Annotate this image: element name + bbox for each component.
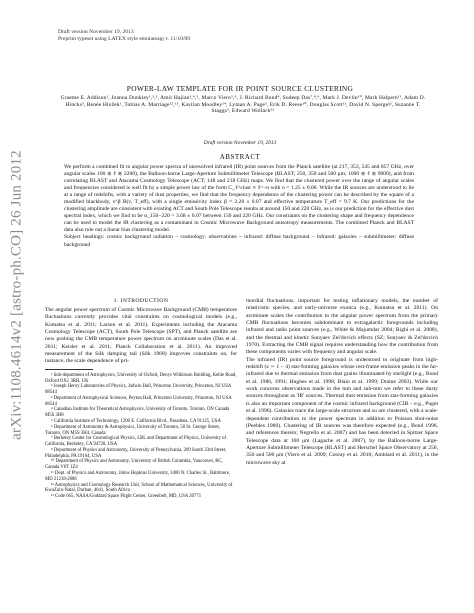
footnote: ⁵ California Institute of Technology, 1200 E. California Blvd., Pasadena, CA 91125, USA bbox=[51, 419, 221, 424]
introduction-left-text: The angular power spectrum of Cosmic Microwave Background (CMB) temperature fluctuations currently provides vital constraints on cosmological models (e.g., Komatsu et al. 2011; Larson et al. 2011). Experiments including the Atacama Cosmology Telescope (ACT), South Pole Telescope (SPT), and Planck satellite are now probing the CMB temperature power spectrum on arcminute scales (Das et al. 2011; Keisler et al. 2011; Planck Collaboration et al. 2011). An improved measurement of the Silk damping tail (Silk 1968) improves constraints on, for instance, the scale dependence of pri- bbox=[45, 307, 237, 365]
footnote: ⁴ Canadian Institute for Theoretical Astrophysics, University of Toronto, Toronto, ON Canada M5S 3H8 bbox=[45, 407, 230, 419]
author-list: Graeme E. Addison¹, Joanna Dunkley¹,²,³, Amir Hajian³,⁴,⁵, Marco Viero⁵,⁶, J. Richard Bond⁴, Sudeep Das⁷,⁸,⁹, Mark J. Devlin¹⁰, Mark Halpern¹¹, Adam D. Hincks³, Renée Hložek¹, Tobias A. Marriage¹²,¹³, Kavilan Moodley¹⁴, Lyman A. Page³, Erik D. Reese¹⁰, Douglas Scott¹¹, David N. Spergel², Suzanne T. Staggs³, Edward Wollack¹⁵ bbox=[60, 95, 426, 115]
right-column bbox=[246, 298, 438, 467]
footnote: ⁶ Department of Astronomy & Astrophysics, University of Toronto, 50 St. George Street, Toronto, ON M5S 3H4, Canada bbox=[45, 424, 220, 436]
preprint-style-line: Preprint typeset using LATEX style emulateapj v. 11/10/09 bbox=[58, 36, 191, 42]
draft-version-line: Draft version November 19, 2013 bbox=[58, 29, 134, 35]
footnote: ⁷ Berkeley Center for Cosmological Physics, LBL and Department of Physics, University of California, Berkeley, CA 94720, USA bbox=[45, 436, 227, 448]
footnote: ¹¹ Dept. of Physics and Astronomy, Johns Hopkins University, 3400 N. Charles St., Baltimore, MD 21218-2686 bbox=[45, 471, 231, 482]
abstract-text: We perform a combined fit to angular power spectra of unresolved infrared (IR) point sources from the Planck satellite (at 217, 353, 545 and 857 GHz, over angular scales 100 ≲ ℓ ≲ 2200), the Balloon-borne Large-Aperture Submillimeter Telescope (BLAST; 250, 350 and 500 μm; 1000 ≲ ℓ ≲ 9000), and from correlating BLAST and Atacama Cosmology Telescope (ACT; 148 and 218 GHz) maps. We find that the clustered power over the range of angular scales and frequencies considered is well fit by a simple power law of the form C_ℓ^clust ∝ ℓ^−n with n = 1.25 ± 0.06. While the IR sources are understood to lie at a range of redshifts, with a variety of dust properties, we find that the frequency dependence of the clustering power can be described by the square of a modified blackbody, ν^β B(ν, T_eff), with a single emissivity index β = 2.20 ± 0.07 and effective temperature T_eff = 9.7 K. Our predictions for the clustering amplitude are consistent with existing ACT and South Pole Telescope results at around 150 and 220 GHz, as is our prediction for the effective dust spectral index, which we find to be α_150−220 = 3.68 ± 0.07 between 150 and 220 GHz. Our constraints on the clustering shape and frequency dependence can be used to model the IR clustering as a contaminant in Cosmic Microwave Background anisotropy measurements. The combined Planck and BLAST data also rule out a linear bias clustering model. bbox=[64, 164, 414, 234]
footnotes bbox=[45, 373, 237, 500]
introduction-right-text: mordial fluctuations, important for testing inflationary models, the number of relativistic species, and early-universe exotica (e.g., Komatsu et al. 2011). On arcminute scales the contribution to the angular power spectrum from the primary CMB fluctuations becomes subdominant to extragalactic foregrounds including infrared and radio point sources (e.g., White & Majumdar 2004; Righi et al. 2008), and the thermal and kinetic Sunyaev Zel'dovich effects (SZ; Sunyaev & Zel'dovich 1970). Extracting the CMB signal requires understanding how the contribution from these components varies with frequency and angular scale. The infrared (IR) point source foreground is understood to originate from high-redshift (z ∼ 1 − 4) star-forming galaxies whose rest-frame emission peaks in the far-infrared due to thermal emission from dust grains illuminated by starlight (e.g., Bond et al. 1986, 1991; Hughes et al. 1998; Blain et al. 1999; Draine 2003). While our work concerns observations made in the mm and sub-mm we refer to these dusty sources throughout as 'IR' sources. Thermal dust emission from star-forming galaxies is also an important component of the cosmic infrared background (CIB – e.g., Puget et al. 1996). Galaxies trace the large-scale structure and so are clustered, with a scale-dependent contribution to the power spectrum in addition to Poisson shot-noise (Peebles 1980). Clustering of IR sources was therefore expected (e.g., Bond 1996, and references therein; Negrello et al. 2007) and has been detected in Spitzer Space Telescope data at 160 μm (Lagache et al. 2007), by the Balloon-borne Large-Aperture Submillimeter Telescope (BLAST) and Herschel Space Observatory at 250, 350 and 500 μm (Viero et al. 2009; Cooray et al. 2010; Amblard et al. 2011), in the microwave sky at bbox=[246, 298, 438, 466]
abstract-block bbox=[64, 164, 414, 249]
footnote: ⁸ Department of Physics and Astronomy, University of Pennsylvania, 209 South 33rd Street, Philadelphia, PA 19104, USA bbox=[45, 447, 227, 459]
footnote: ³ Department of Astrophysical Sciences, Peyton Hall, Princeton University, Princeton, NJ USA 08544 bbox=[45, 395, 232, 407]
footnote: ¹³ Code 665, NASA/Goddard Space Flight Center, Greenbelt, MD, USA 20771 bbox=[51, 494, 202, 500]
footnote: ¹ Sub-department of Astrophysics, University of Oxford, Denys Wilkinson Building, Keble Road, Oxford OX1 3RH, UK bbox=[45, 372, 237, 384]
footnote: ² Joseph Henry Laboratories of Physics, Jadwin Hall, Princeton University, Princeton, NJ USA 08544 bbox=[45, 384, 232, 396]
left-column bbox=[45, 298, 237, 500]
subject-headings: Subject headings: cosmic background radiation – cosmology: observations – infrared: diffuse background – infrared: galaxies – submillimeter: diffuse background bbox=[64, 234, 414, 248]
footnote: ¹⁰ Department of Physics and Astronomy, University of British Columbia, Vancouver, BC, Canada V6T 1Z4 bbox=[45, 459, 223, 471]
footnote: ¹² Astrophysics and Cosmology Research Unit, School of Mathematical Sciences, University of KwaZulu-Natal, Durban, 4041, South Africa bbox=[45, 482, 233, 494]
draft-version-note: Draft version November 19, 2013 bbox=[203, 140, 277, 146]
arxiv-identifier: arXiv:1108.4614v2 [astro-ph.CO] 26 Jun 2012 bbox=[8, 150, 25, 440]
introduction-heading: 1. INTRODUCTION bbox=[113, 298, 169, 304]
footnote-rule bbox=[45, 369, 93, 370]
paper-title: POWER-LAW TEMPLATE FOR IR POINT SOURCE CLUSTERING bbox=[126, 84, 354, 93]
preprint-header bbox=[58, 29, 190, 43]
abstract-heading: ABSTRACT bbox=[219, 153, 261, 161]
arxiv-sidebar bbox=[3, 150, 31, 440]
